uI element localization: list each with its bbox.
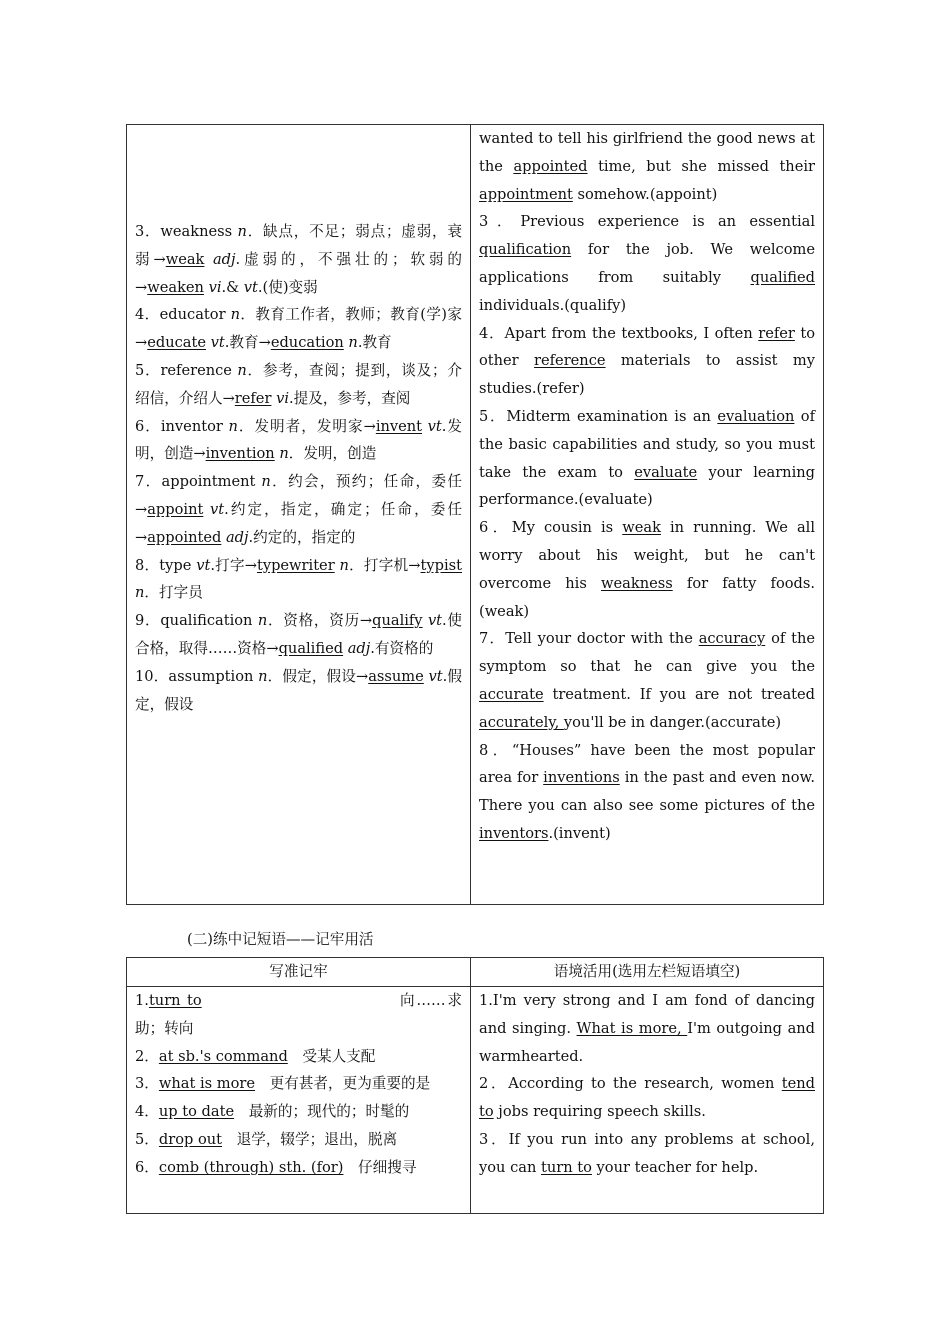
answer-blank: at sb.'s command	[158, 1047, 288, 1065]
entry-line	[135, 1070, 462, 1098]
answer-blank: reference	[534, 352, 606, 370]
entry-line	[135, 468, 462, 551]
part-of-speech: vt	[196, 556, 211, 574]
answer-blank: invent	[375, 417, 423, 435]
answer-blank: refer	[234, 389, 272, 407]
answer-blank: appoint	[147, 500, 204, 518]
entry-text: jobs requiring speech skills.	[493, 1103, 706, 1121]
part-of-speech: n	[339, 556, 349, 574]
answer-blank: inventors	[479, 824, 549, 842]
entry-text: ．打字员	[144, 584, 203, 602]
entry-text: 3．	[135, 1075, 159, 1093]
entry-text: in the past and even now. There you can also see some pictures of the	[479, 769, 815, 815]
answer-blank: evaluation	[717, 407, 795, 425]
answer-blank: weak	[165, 250, 205, 268]
entry-line	[135, 301, 462, 357]
entry-line	[135, 218, 462, 301]
answer-blank: weak	[622, 519, 661, 537]
entry-text	[204, 251, 213, 268]
entry-text: individuals.(qualify)	[479, 296, 627, 314]
entry-line	[479, 1070, 815, 1126]
answer-blank: accurately,	[479, 713, 564, 731]
entry-text: .使合格，取得……资格→	[135, 612, 463, 657]
entry-text: ．教育工作者，教师；教育(学)家→	[135, 306, 462, 352]
entry-text: materials to assist my studies.(refer)	[479, 352, 815, 398]
entry-text: 2．	[135, 1047, 159, 1065]
entry-text: 1.I'm very strong and I am fond of dancing and singing.	[479, 992, 815, 1037]
word-family-list	[135, 218, 462, 718]
entry-text: 5．Midterm examination is an	[479, 407, 718, 425]
entry-text: treatment. If you are not treated	[543, 685, 815, 703]
entry-text: .提及，参考，查阅	[289, 389, 411, 407]
part-of-speech: n	[258, 667, 268, 685]
context-sentence-column	[471, 125, 824, 905]
entry-text: 5．	[135, 1130, 159, 1148]
phrase-list-column	[127, 987, 471, 1214]
answer-blank: weaken	[147, 278, 204, 296]
entry-line	[135, 1154, 462, 1182]
entry-text: ．发明，创造	[288, 445, 377, 463]
part-of-speech: n	[230, 306, 240, 324]
answer-blank: accuracy	[698, 630, 766, 648]
entry-text: .有资格的	[370, 639, 434, 657]
answer-blank: refer	[758, 324, 795, 342]
entry-text: wanted to tell his girlfriend the good news at the	[479, 130, 815, 175]
section-heading: (二)练中记短语——记牢用活	[187, 931, 374, 948]
entry-text: 6．My cousin is	[479, 519, 623, 537]
answer-blank: turn to	[540, 1158, 592, 1176]
part-of-speech: n	[135, 584, 145, 602]
entry-line	[479, 125, 815, 208]
answer-blank: turn to	[148, 992, 202, 1009]
entry-text: .打字→	[210, 556, 257, 574]
entry-line	[479, 1126, 815, 1182]
entry-text: .假定，假设	[135, 667, 463, 713]
entry-text: your teacher for help.	[591, 1158, 759, 1176]
phrase-table	[126, 957, 824, 1214]
answer-blank: what is more	[158, 1075, 256, 1093]
entry-text: 4．educator	[135, 306, 231, 324]
vocabulary-table	[126, 124, 824, 905]
part-of-speech: adj	[225, 528, 249, 546]
entry-text: ．约会，预约；任命，委任→	[135, 473, 462, 518]
entry-line	[135, 552, 462, 608]
answer-blank: invention	[205, 445, 275, 463]
entry-line	[135, 1043, 462, 1071]
entry-text: 更有甚者，更为重要的是	[255, 1075, 431, 1093]
entry-text: 8．type	[135, 556, 197, 574]
entry-line	[135, 1098, 462, 1126]
entry-text: for fatty foods.(weak)	[479, 574, 815, 620]
phrase-usage-list	[479, 987, 815, 1182]
entry-text: .发明，创造→	[135, 417, 463, 463]
answer-blank: qualified	[278, 639, 344, 657]
part-of-speech: vt	[210, 500, 225, 518]
entry-text: 9．qualification	[135, 612, 258, 630]
answer-blank: appointment	[479, 185, 573, 203]
entry-text: ．打字机→	[348, 556, 421, 574]
part-of-speech: n	[261, 473, 271, 491]
entry-text: of the symptom so that he can give you the	[479, 630, 815, 676]
answer-blank: qualification	[479, 241, 572, 259]
entry-text: you'll be in danger.(accurate)	[563, 713, 782, 731]
answer-blank: appointed	[513, 157, 588, 175]
part-of-speech: vi	[276, 389, 289, 407]
part-of-speech: vt	[210, 334, 225, 352]
entry-text: of the basic capabilities and study, so you must take the exam to	[479, 407, 815, 481]
entry-line	[479, 320, 815, 403]
entry-line	[479, 514, 815, 625]
phrase-list	[135, 987, 462, 1182]
part-of-speech: n	[228, 417, 238, 435]
entry-text: .虚弱的，不强壮的；软弱的→	[135, 250, 463, 296]
part-of-speech: vt	[243, 278, 258, 296]
answer-blank: evaluate	[634, 463, 698, 481]
answer-blank: weakness	[601, 574, 673, 592]
entry-text: ．参考，查阅；提到，谈及；介绍信，介绍人→	[135, 361, 462, 407]
entry-line	[479, 737, 815, 848]
answer-blank: inventions	[543, 769, 620, 787]
part-of-speech: n	[348, 334, 358, 352]
entry-text: 2．According to the research, women	[479, 1075, 782, 1093]
answer-blank: educate	[147, 334, 206, 352]
entry-text: 6．inventor	[135, 417, 229, 435]
entry-text: ．资格，资历→	[267, 612, 373, 630]
entry-text: 向……求助；转向	[135, 992, 462, 1037]
phrase-usage-column	[471, 987, 824, 1214]
part-of-speech: n	[237, 223, 247, 240]
entry-text: 仔细搜寻	[343, 1158, 417, 1176]
entry-line	[135, 357, 462, 413]
entry-text: ．缺点，不足；弱点；虚弱，衰弱→	[135, 223, 462, 268]
entry-line	[479, 208, 815, 319]
entry-text: 退学，辍学；退出，脱离	[222, 1130, 398, 1148]
entry-text: ．发明者，发明家→	[237, 417, 376, 435]
entry-text: .(使)变弱	[257, 278, 318, 296]
answer-blank: comb (through) sth. (for)	[158, 1158, 344, 1176]
entry-text: 1.	[135, 992, 149, 1009]
entry-line	[135, 413, 462, 469]
entry-line	[135, 987, 462, 1043]
answer-blank: accurate	[479, 685, 544, 703]
part-of-speech: adj	[347, 639, 371, 657]
entry-text: to other	[479, 324, 816, 370]
phrase-table-header-right: 语境活用(选用左栏短语填空)	[471, 958, 824, 987]
entry-text: somehow.(appoint)	[572, 185, 718, 203]
answer-blank: assume	[368, 667, 424, 685]
entry-text: 受某人支配	[287, 1047, 376, 1065]
answer-blank: up to date	[158, 1103, 235, 1121]
entry-line	[135, 1126, 462, 1154]
part-of-speech: vt	[427, 612, 443, 630]
entry-text: 7．appointment	[135, 473, 262, 491]
context-sentence-list	[479, 125, 815, 848]
phrase-table-header-left: 写准记牢	[127, 958, 471, 987]
entry-text: 7．Tell your doctor with the	[479, 630, 699, 648]
entry-text: 8．“Houses” have been the most popular area for	[479, 741, 815, 787]
entry-text: 4．Apart from the textbooks, I often	[479, 324, 759, 342]
entry-text: .(invent)	[548, 824, 611, 842]
part-of-speech: n	[279, 445, 289, 463]
answer-blank: appointed	[147, 528, 222, 546]
entry-text: for the job. We welcome applications from suitably	[479, 241, 815, 286]
entry-text: 4．	[135, 1103, 159, 1121]
entry-text: time, but she missed their	[587, 157, 815, 175]
part-of-speech: vi	[208, 278, 222, 296]
part-of-speech: n	[237, 361, 247, 379]
entry-text: I'm outgoing and warmhearted.	[479, 1019, 816, 1065]
entry-text: 3．If you run into any problems at school, you can	[479, 1130, 815, 1176]
entry-text: 10．assumption	[135, 667, 259, 685]
answer-blank: What is more,	[576, 1019, 688, 1037]
entry-text: 最新的；现代的；时髦的	[234, 1103, 410, 1121]
answer-blank: education	[270, 334, 344, 352]
entry-line	[479, 625, 815, 736]
answer-blank: typist	[420, 556, 462, 574]
entry-text: your learning performance.(evaluate)	[479, 463, 815, 509]
part-of-speech: vt	[428, 667, 443, 685]
answer-blank: typewriter	[256, 556, 335, 574]
answer-blank: tend to	[479, 1075, 815, 1121]
entry-line	[479, 403, 815, 514]
entry-text: .约定，指定，确定；任命，委任→	[135, 500, 462, 546]
entry-text: ．假定，假设→	[267, 667, 369, 685]
answer-blank: qualify	[372, 612, 423, 630]
part-of-speech: adj	[212, 250, 236, 268]
word-family-column	[127, 125, 471, 905]
entry-text: .教育→	[224, 334, 271, 352]
entry-text: .约定的，指定的	[248, 528, 356, 546]
entry-text: 6．	[135, 1158, 159, 1176]
entry-text: .&	[221, 278, 244, 296]
entry-text: .教育	[357, 334, 392, 352]
entry-line	[479, 987, 815, 1070]
entry-line	[135, 607, 462, 663]
entry-text: 5．reference	[135, 361, 238, 379]
answer-blank: qualified	[750, 268, 815, 286]
entry-text: 3．Previous experience is an essential	[479, 213, 815, 231]
part-of-speech: vt	[427, 417, 442, 435]
entry-text: 3．weakness	[135, 223, 238, 240]
answer-blank: drop out	[158, 1130, 223, 1148]
part-of-speech: n	[257, 612, 268, 630]
entry-text: in running. We all worry about his weight, but he can't overcome his	[479, 519, 815, 592]
entry-line	[135, 663, 462, 719]
